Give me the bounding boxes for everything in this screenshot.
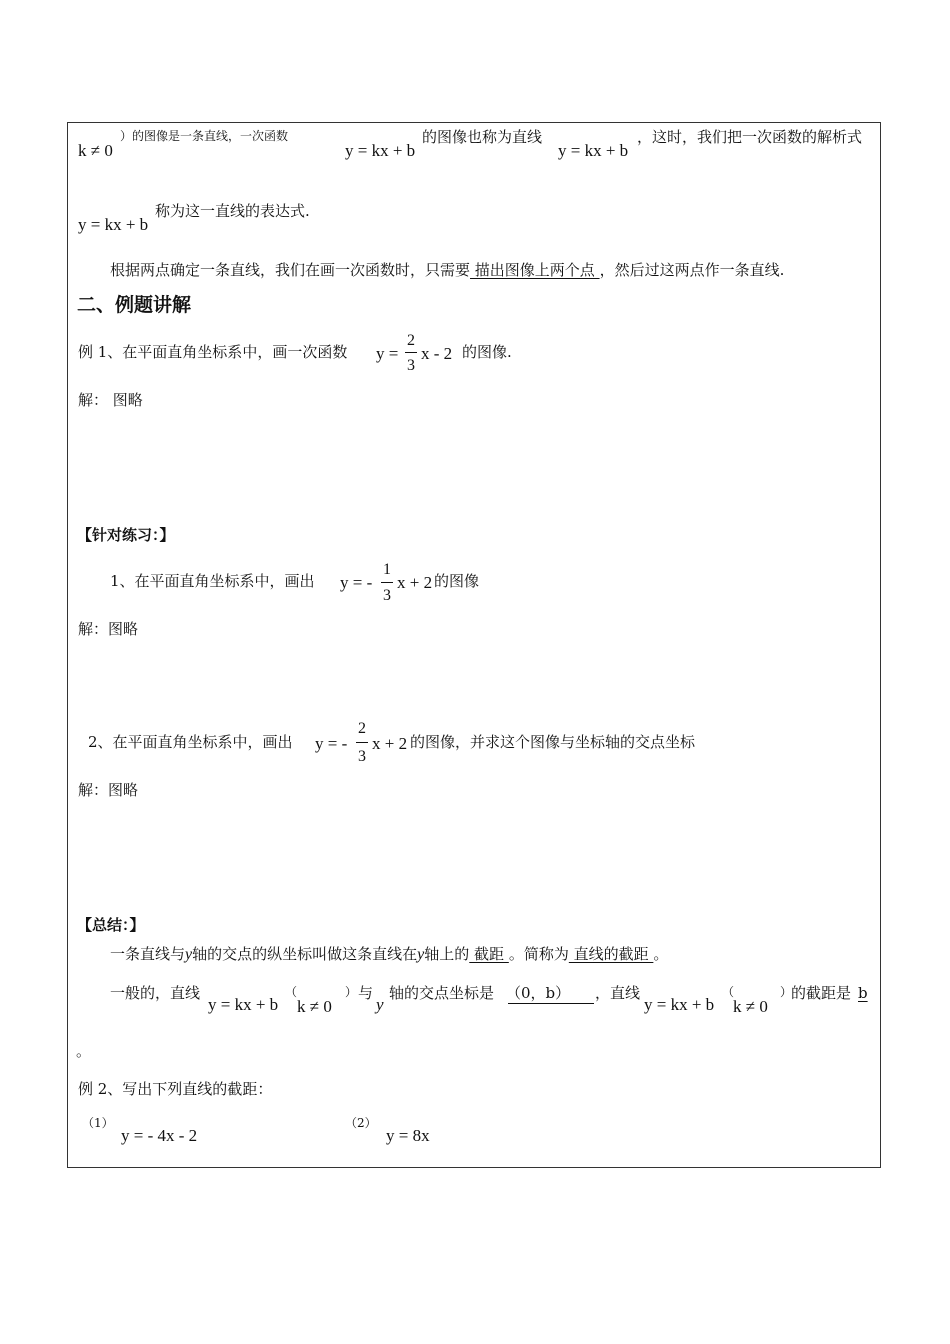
summary-line2-eq2: y = kx + b [644,995,715,1014]
section-title: 二、例题讲解 [77,294,192,316]
example1-eq-rest: x - 2 [421,344,453,363]
practice-q2-tail: 的图像，并求这个图像与坐标轴的交点坐标 [410,733,696,751]
equation-y-kx-b-2: y = kx + b [558,141,629,160]
summary-line1-b: 轴的交点的纵坐标叫做这条直线在 [192,945,418,963]
practice-q1-tail: 的图像 [434,572,480,590]
intro-text-4: 称为这一直线的表达式. [155,202,310,220]
example1-solution: 解： 图略 [78,391,143,409]
summary-line2-d: ，直线 [595,984,641,1002]
practice-q2-eq-y: y = - [315,734,348,753]
example2-item1-equation: y = - 4x - 2 [121,1126,198,1145]
summary-line1-d: 。简称为 [508,945,569,963]
two-points-sentence [110,263,784,278]
practice-q2-eq-rest: x + 2 [372,734,408,753]
summary-line1-c: 轴上的 [424,945,470,963]
intro-text-2: 的图像也称为直线 [422,128,543,146]
intro-text-3: ，这时，我们把一次函数的解析式 [637,128,863,146]
example1-label: 例 1、在平面直角坐标系中，画一次函数 [78,343,348,361]
practice-q1-numerator: 1 [383,561,391,578]
example1-tail: 的图像. [462,343,512,361]
summary-blank-line-intercept: 直线的截距 [568,945,654,963]
example2-item2-equation: y = 8x [386,1126,430,1145]
example1-eq-y: y = [376,344,399,363]
summary-line1-e: 。 [653,945,669,963]
summary-line1 [110,947,668,963]
summary-line2-end: 。 [76,1042,92,1060]
two-points-before: 根据两点确定一条直线，我们在画一次函数时，只需要 [110,261,471,279]
summary-line2-eq: y = kx + b [208,995,279,1014]
practice-q1-solution: 解：图略 [78,620,139,638]
example2-item1-number: （1） [82,1116,114,1130]
practice-q2-label: 2、在平面直角坐标系中，画出 [88,733,293,751]
summary-line2-c: 轴的交点坐标是 [389,984,495,1002]
practice-q2-fraction-bar [356,742,368,743]
summary-k-not-zero-1: k ≠ 0 [297,997,332,1016]
summary-k-not-zero-2: k ≠ 0 [733,997,768,1016]
intro-text-1: ）的图像是一条直线，一次函数 [120,129,289,143]
k-not-zero-condition: k ≠ 0 [78,141,113,160]
example1-numerator: 2 [407,332,415,349]
practice-q1-eq-y: y = - [340,573,373,592]
summary-line1-y: y [185,946,193,963]
practice-q1-eq-rest: x + 2 [397,573,433,592]
practice-q1-label: 1、在平面直角坐标系中，画出 [110,572,315,590]
example2-item2-number: （2） [345,1116,377,1130]
two-points-after: ，然后过这两点作一条直线. [599,261,785,279]
practice-q1-denominator: 3 [383,587,391,604]
summary-blank-coordinate: （0，b） [506,984,571,1002]
summary-line2-e: 的截距是 [791,984,852,1002]
practice-q2-denominator: 3 [358,748,366,765]
summary-paren-close-2: ） [780,985,793,999]
practice-q2-numerator: 2 [358,720,366,737]
two-points-blank: 描出图像上两个点 [470,261,600,279]
example1-denominator: 3 [407,357,415,374]
summary-line1-y2: y [417,946,425,963]
practice-q2-solution: 解：图略 [78,781,139,799]
summary-line2-y: y [376,995,384,1014]
equation-y-kx-b-3: y = kx + b [78,215,149,234]
summary-line2-b: 与 [358,984,374,1002]
summary-title: 【总结：】 [77,916,145,934]
practice-title: 【针对练习：】 [77,526,175,544]
summary-line2-a: 一般的，直线 [110,984,201,1002]
summary-blank-coordinate-underline [508,1003,594,1004]
summary-blank-b: b [858,984,868,1002]
summary-paren-open-2: （ [722,985,735,999]
summary-paren-close-1: ） [345,985,358,999]
summary-paren-open-1: （ [285,985,298,999]
summary-blank-intercept: 截距 [469,945,509,963]
example1-fraction-bar [405,352,417,353]
practice-q1-fraction-bar [381,582,393,583]
equation-y-kx-b: y = kx + b [345,141,416,160]
summary-line1-a: 一条直线与 [110,945,186,963]
example2-label: 例 2、写出下列直线的截距： [78,1080,273,1098]
